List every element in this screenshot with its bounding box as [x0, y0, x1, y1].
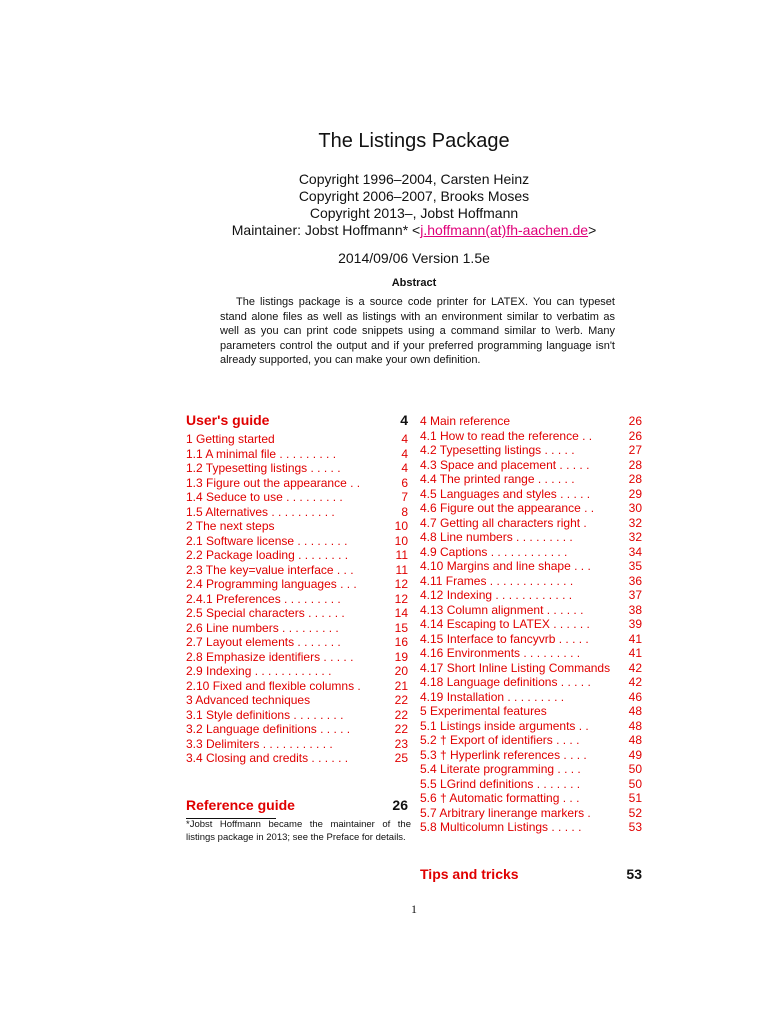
- toc-entry[interactable]: [420, 675, 642, 690]
- toc-entry-page: 19: [394, 649, 408, 664]
- toc-entry-label: 2 The next steps: [186, 519, 275, 533]
- toc-entry-label: 5.4 Literate programming . . . .: [420, 762, 581, 776]
- abstract-heading: Abstract: [391, 277, 437, 289]
- toc-entry-label: 1 Getting started: [186, 432, 275, 446]
- toc-entry[interactable]: [420, 530, 642, 545]
- toc-entry[interactable]: [186, 534, 408, 549]
- toc-entry-page: 12: [394, 577, 408, 591]
- toc-entry-page: 50: [628, 762, 642, 776]
- toc-entry-label: 4.11 Frames . . . . . . . . . . . . .: [420, 573, 574, 588]
- toc-entry-label: 3 Advanced techniques: [186, 693, 311, 707]
- toc-entry-label: 2.2 Package loading . . . . . . . .: [186, 548, 349, 562]
- toc-entry[interactable]: [420, 719, 642, 734]
- toc-entry[interactable]: [186, 519, 408, 534]
- toc-entry[interactable]: [420, 777, 642, 792]
- toc-entry-page: 8: [401, 504, 408, 519]
- toc-entry-label: 4.12 Indexing . . . . . . . . . . . .: [420, 588, 573, 602]
- toc-entry-page: 16: [394, 635, 408, 649]
- document-title: The Listings Package: [318, 130, 510, 152]
- toc-entry-label: 1.4 Seduce to use . . . . . . . . .: [186, 490, 343, 504]
- toc-entry[interactable]: [420, 661, 642, 676]
- toc-entry-label: 4.18 Language definitions . . . . .: [420, 675, 591, 689]
- maintainer-suffix: >: [588, 222, 597, 238]
- toc-entry-page: 39: [628, 617, 642, 631]
- toc-entry[interactable]: [420, 617, 642, 632]
- toc-part-page: 53: [626, 866, 642, 882]
- toc-entry[interactable]: [420, 487, 642, 502]
- toc-entry-label: 5 Experimental features: [420, 704, 547, 718]
- toc-entry[interactable]: [186, 664, 408, 679]
- toc-entry[interactable]: [186, 563, 408, 578]
- toc-entry-page: 20: [394, 664, 408, 678]
- toc-entry-page: 32: [628, 515, 642, 530]
- toc-entry-page: 32: [628, 530, 642, 544]
- toc-entry-page: 11: [395, 562, 408, 577]
- toc-entry-page: 42: [628, 660, 642, 675]
- toc-entry-page: 23: [394, 736, 408, 751]
- toc-entry[interactable]: [186, 621, 408, 636]
- toc-entry[interactable]: [186, 708, 408, 723]
- toc-entry-page: 29: [628, 486, 642, 501]
- toc-entry-label: 5.6 † Automatic formatting . . .: [420, 791, 580, 805]
- toc-entry-label: 5.2 † Export of identifiers . . . .: [420, 733, 580, 747]
- toc-entry-page: 27: [628, 443, 642, 457]
- toc-entry[interactable]: [420, 791, 642, 806]
- toc-left-column: [186, 412, 408, 852]
- toc-entry-label: 5.1 Listings inside arguments . .: [420, 718, 589, 733]
- toc-entry-label: 4.10 Margins and line shape . . .: [420, 559, 591, 573]
- toc-entry[interactable]: [420, 472, 642, 487]
- toc-entry-label: 3.1 Style definitions . . . . . . . .: [186, 707, 344, 722]
- toc-entry-page: 28: [628, 457, 642, 472]
- toc-entry-label: 4 Main reference: [420, 414, 511, 428]
- toc-entry[interactable]: [420, 646, 642, 661]
- toc-part-page: 4: [400, 412, 408, 428]
- toc-entry-page: 42: [628, 675, 642, 689]
- toc-entry-page: 10: [394, 519, 408, 533]
- toc-entry[interactable]: [186, 461, 408, 476]
- toc-entry-label: 4.17 Short Inline Listing Commands: [420, 660, 611, 675]
- toc-entry-page: 35: [628, 559, 642, 573]
- toc-entry-page: 26: [628, 428, 642, 443]
- toc-entry-label: 1.2 Typesetting listings . . . . .: [186, 461, 341, 475]
- copyright-line-2: Copyright 2006–2007, Brooks Moses: [298, 188, 530, 204]
- toc-entry-page: 4: [401, 461, 408, 475]
- toc-entry[interactable]: [420, 458, 642, 473]
- maintainer-line: [0, 222, 768, 239]
- toc-entry[interactable]: [420, 429, 642, 444]
- toc-entry-label: 2.1 Software license . . . . . . . .: [186, 533, 348, 548]
- toc-entry-label: 1.1 A minimal file . . . . . . . . .: [186, 446, 337, 461]
- toc-entry-page: 51: [628, 791, 642, 805]
- toc-entry[interactable]: [420, 574, 642, 589]
- toc-entry[interactable]: [186, 490, 408, 505]
- toc-entry[interactable]: [420, 748, 642, 763]
- toc-entry[interactable]: [420, 690, 642, 705]
- toc-entry-label: 2.4.1 Preferences . . . . . . . . .: [186, 591, 341, 606]
- toc-entry-label: 4.8 Line numbers . . . . . . . . .: [420, 530, 573, 544]
- toc-entry-label: 4.13 Column alignment . . . . . .: [420, 602, 584, 617]
- toc-part-heading[interactable]: [420, 866, 642, 882]
- toc-part-heading[interactable]: [186, 412, 408, 428]
- toc-entry[interactable]: [186, 650, 408, 665]
- toc-entry-page: 48: [628, 733, 642, 747]
- toc-entry-label: 2.5 Special characters . . . . . .: [186, 606, 345, 620]
- toc-entry-page: 36: [628, 573, 642, 588]
- toc-entry-label: 2.3 The key=value interface . . .: [186, 562, 354, 577]
- toc-entry-page: 7: [401, 490, 408, 504]
- toc-entry[interactable]: [186, 447, 408, 462]
- toc-entry-label: 5.3 † Hyperlink references . . . .: [420, 747, 587, 762]
- toc-entry-label: 4.16 Environments . . . . . . . . .: [420, 646, 581, 660]
- toc-entry-label: 4.15 Interface to fancyvrb . . . . .: [420, 631, 589, 646]
- toc-entry-page: 52: [628, 805, 642, 820]
- toc-entry[interactable]: [420, 545, 642, 560]
- toc-entry-page: 4: [401, 446, 408, 461]
- toc-part-label: Reference guide: [186, 797, 295, 813]
- toc-entry-page: 26: [628, 414, 642, 428]
- toc-entry-page: 6: [401, 475, 408, 490]
- page-number: 1: [411, 902, 417, 916]
- toc-part-heading[interactable]: [186, 797, 408, 813]
- toc-entry-page: 12: [394, 591, 408, 606]
- toc-entry-page: 38: [628, 602, 642, 617]
- toc-entry-page: 21: [394, 678, 408, 693]
- toc-entry-label: 3.3 Delimiters . . . . . . . . . . .: [186, 736, 333, 751]
- toc-entry[interactable]: [420, 603, 642, 618]
- toc-entry-page: 34: [628, 544, 642, 559]
- toc-entry-label: 4.5 Languages and styles . . . . .: [420, 486, 591, 501]
- toc-entry-page: 41: [628, 646, 642, 660]
- toc-entry-page: 22: [394, 707, 408, 722]
- toc-entry-page: 15: [394, 620, 408, 635]
- toc-entry[interactable]: [186, 577, 408, 592]
- toc-entry-page: 48: [628, 718, 642, 733]
- toc-entry-page: 25: [394, 751, 408, 765]
- toc-entry[interactable]: [186, 606, 408, 621]
- toc-entry-page: 14: [394, 606, 408, 620]
- toc-entry-label: 2.6 Line numbers . . . . . . . . .: [186, 620, 339, 635]
- toc-entry[interactable]: [420, 806, 642, 821]
- toc-entry[interactable]: [420, 516, 642, 531]
- toc-entry-label: 4.9 Captions . . . . . . . . . . . .: [420, 544, 568, 559]
- toc-entry[interactable]: [420, 733, 642, 748]
- toc-entry[interactable]: [186, 432, 408, 447]
- toc-entry[interactable]: [186, 693, 408, 708]
- toc-entry[interactable]: [186, 635, 408, 650]
- toc-entry-page: 22: [394, 693, 408, 707]
- toc-entry-page: 48: [628, 704, 642, 718]
- toc-entry[interactable]: [420, 704, 642, 719]
- toc-entry[interactable]: [420, 588, 642, 603]
- toc-entry-label: 4.4 The printed range . . . . . .: [420, 472, 575, 486]
- maintainer-prefix: Maintainer: Jobst Hoffmann* <: [231, 222, 421, 238]
- toc-entry-page: 4: [401, 432, 408, 446]
- toc-entry-page: 50: [628, 776, 642, 791]
- toc-entry-label: 4.7 Getting all characters right .: [420, 515, 587, 530]
- toc-right-column: [420, 414, 642, 894]
- toc-part-page: 26: [392, 797, 408, 813]
- toc-entry[interactable]: [420, 632, 642, 647]
- toc-entry-page: 28: [628, 472, 642, 486]
- toc-entry[interactable]: [186, 737, 408, 752]
- toc-entry[interactable]: [186, 751, 408, 766]
- toc-entry-label: 1.5 Alternatives . . . . . . . . . .: [186, 504, 335, 519]
- toc-entry-label: 5.5 LGrind definitions . . . . . . .: [420, 776, 581, 791]
- toc-entry-page: 22: [394, 722, 408, 736]
- toc-entry[interactable]: [420, 762, 642, 777]
- toc-entry-label: 1.3 Figure out the appearance . .: [186, 475, 361, 490]
- toc-entry[interactable]: [420, 501, 642, 516]
- toc-entry[interactable]: [186, 722, 408, 737]
- toc-entry-label: 2.8 Emphasize identifiers . . . . .: [186, 649, 354, 664]
- toc-entry-label: 2.9 Indexing . . . . . . . . . . . .: [186, 664, 332, 678]
- toc-entry[interactable]: [186, 592, 408, 607]
- toc-entry-label: 5.8 Multicolumn Listings . . . . .: [420, 820, 582, 834]
- toc-entry-label: 4.19 Installation . . . . . . . . .: [420, 689, 565, 704]
- toc-entry-label: 4.2 Typesetting listings . . . . .: [420, 443, 575, 457]
- copyright-line-1: Copyright 1996–2004, Carsten Heinz: [298, 171, 530, 187]
- date-version: 2014/09/06 Version 1.5e: [338, 250, 490, 266]
- maintainer-email-link[interactable]: j.hoffmann(at)fh-aachen.de: [420, 222, 589, 238]
- footnote: *Jobst Hoffmann became the maintainer of the listings package in 2013; see the Preface for details.: [186, 819, 411, 843]
- toc-entry-page: 49: [628, 747, 642, 762]
- toc-entry[interactable]: [420, 820, 642, 835]
- toc-entry[interactable]: [186, 548, 408, 563]
- toc-entry[interactable]: [186, 679, 408, 694]
- toc-entry-page: 41: [628, 631, 642, 646]
- toc-entry-label: 3.4 Closing and credits . . . . . .: [186, 751, 349, 765]
- toc-entry-page: 46: [628, 689, 642, 704]
- toc-entry-label: 2.4 Programming languages . . .: [186, 577, 357, 591]
- toc-entry-page: 30: [628, 501, 642, 515]
- toc-entry-label: 5.7 Arbitrary linerange markers .: [420, 805, 591, 820]
- toc-entry[interactable]: [186, 505, 408, 520]
- toc-entry-page: 53: [628, 820, 642, 834]
- copyright-line-3: Copyright 2013–, Jobst Hoffmann: [309, 205, 519, 221]
- toc-entry-label: 2.7 Layout elements . . . . . . .: [186, 635, 341, 649]
- abstract-text: The listings package is a source code printer for LATEX. You can typeset stand alone files as well as listings with an environment similar to verbatim as well as you can print code snippets using a command similar to \verb. Many parameters control the output and if your preferred programming language isn't already supported, you can make your own definition.: [220, 296, 615, 366]
- toc-entry-page: 10: [394, 533, 408, 548]
- toc-entry[interactable]: [420, 443, 642, 458]
- toc-entry[interactable]: [186, 476, 408, 491]
- toc-entry-label: 4.6 Figure out the appearance . .: [420, 501, 595, 515]
- toc-entry-label: 2.10 Fixed and flexible columns .: [186, 678, 361, 693]
- toc-part-label: Tips and tricks: [420, 866, 519, 882]
- toc-entry-label: 3.2 Language definitions . . . . .: [186, 722, 351, 736]
- toc-entry-page: 37: [628, 588, 642, 602]
- toc-entry-label: 4.1 How to read the reference . .: [420, 428, 593, 443]
- toc-entry-label: 4.3 Space and placement . . . . .: [420, 457, 590, 472]
- toc-part-label: User's guide: [186, 412, 270, 428]
- toc-entry[interactable]: [420, 414, 642, 429]
- toc-entry-page: 11: [395, 548, 408, 562]
- toc-entry-label: 4.14 Escaping to LATEX . . . . . .: [420, 617, 590, 631]
- toc-entry[interactable]: [420, 559, 642, 574]
